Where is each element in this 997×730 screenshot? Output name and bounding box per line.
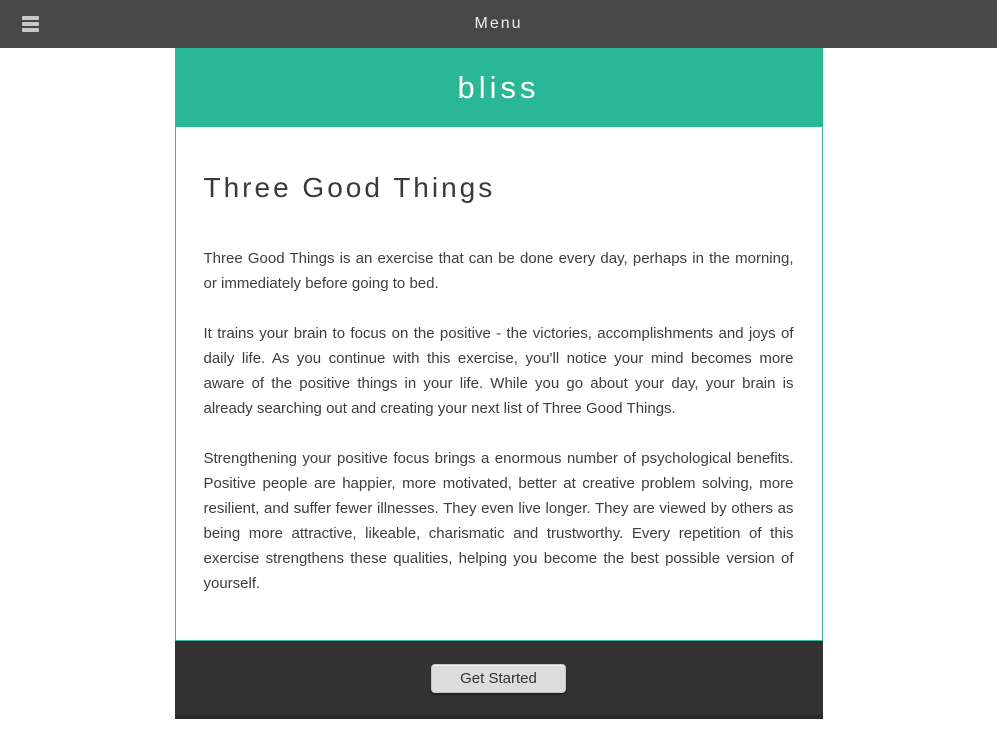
content-card [175, 127, 823, 641]
page-title: Three Good Things [203, 172, 496, 203]
paragraph-intro: Three Good Things is an exercise that can be done every day, perhaps in the morning, or immediately before going to bed. [203, 250, 794, 292]
action-footer [175, 641, 823, 719]
app-title: bliss [457, 69, 540, 105]
app-banner [175, 48, 823, 127]
menu-label: Menu [474, 15, 523, 32]
paragraph-explanation: It trains your brain to focus on the positive - the victories, accomplishments and joys of daily life. As you continue with this exercise, you'll notice your mind becomes more aware of the positive things in your life. While you go about your day, your brain is already searching out and creating your next list of Three Good Things. [203, 325, 794, 417]
paragraph-benefits: Strengthening your positive focus brings a enormous number of psychological benefits. Positive people are happier, more motivated, better at creative problem solving, more resilient, and suffer fewer illnesses. They even live longer. They are viewed by others as being more attractive, likeable, charismatic and trustworthy. Every repetition of this exercise strengthens these qualities, helping you become the best possible version of yourself. [203, 450, 794, 592]
main-column [175, 48, 823, 719]
get-started-button[interactable]: Get Started [431, 664, 566, 693]
top-navigation-bar [0, 0, 997, 48]
